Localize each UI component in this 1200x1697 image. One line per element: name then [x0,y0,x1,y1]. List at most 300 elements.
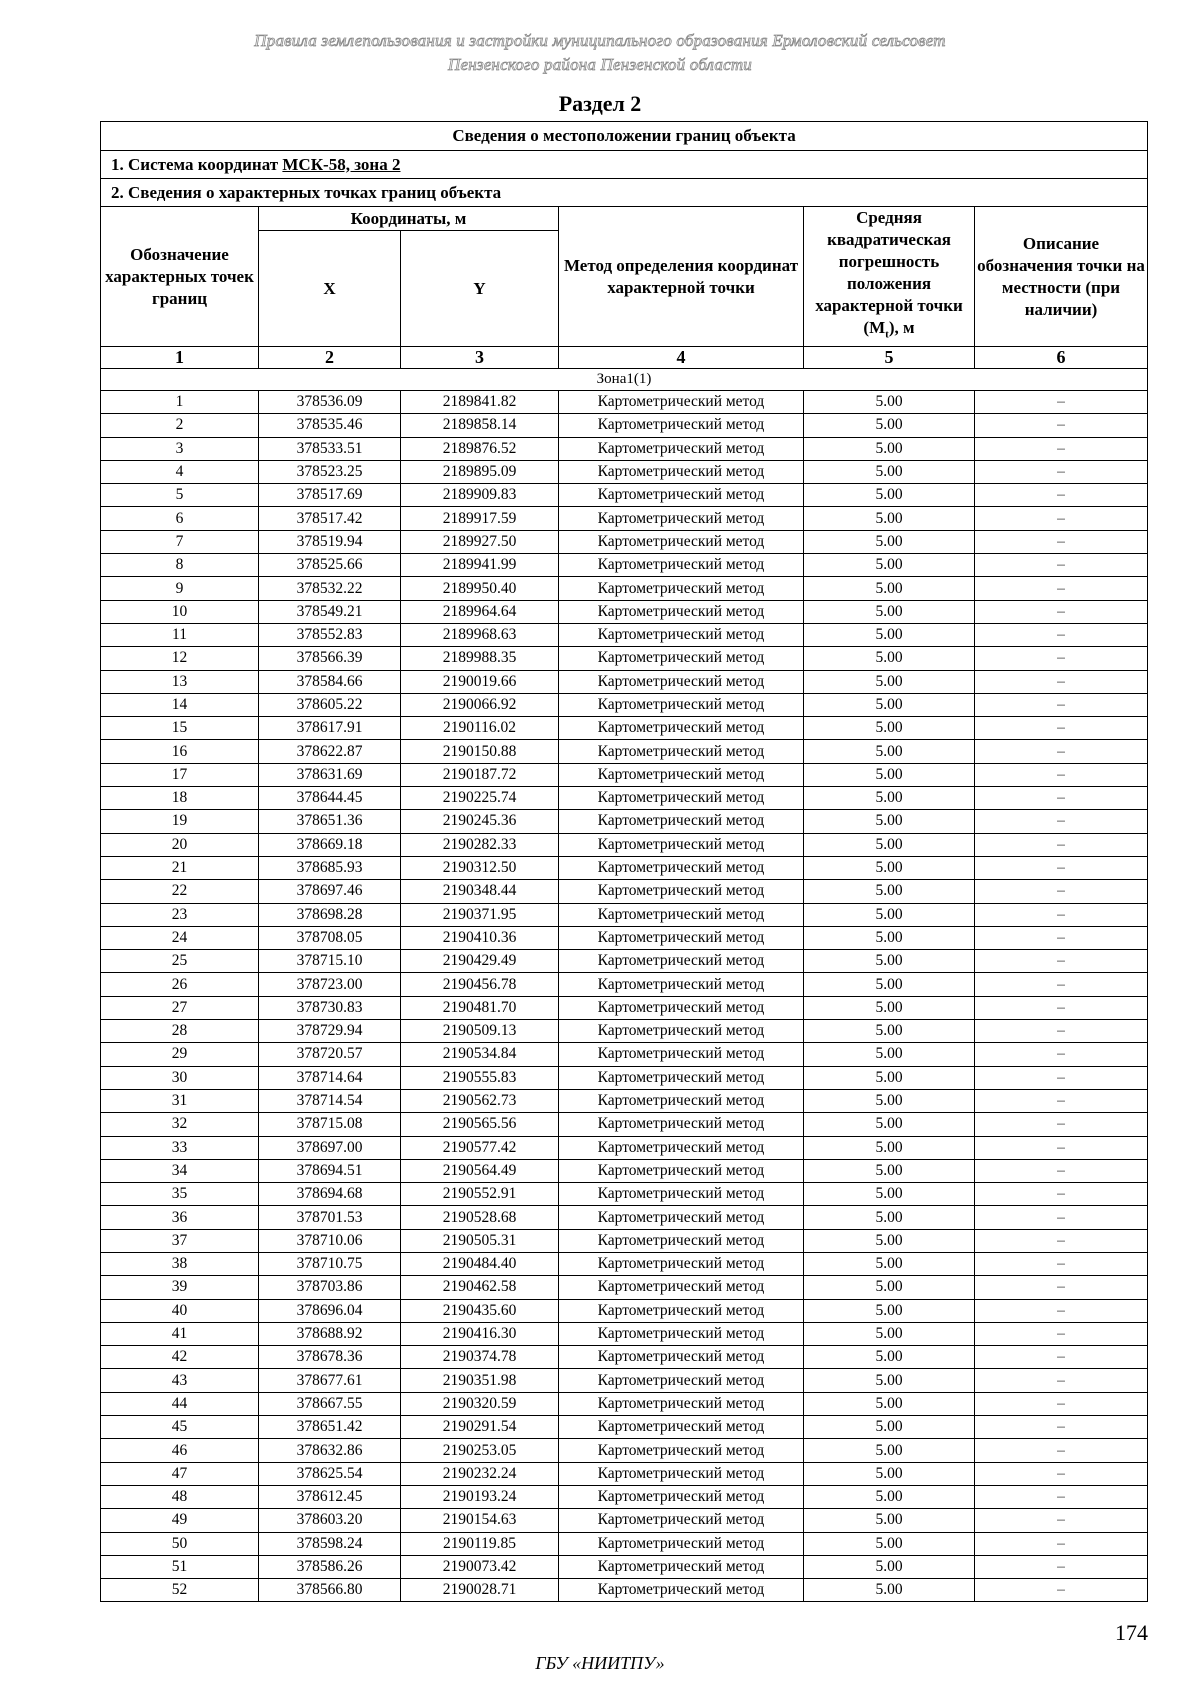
point-number-cell: 44 [101,1392,259,1415]
column-number: 6 [975,347,1148,369]
point-number-cell: 21 [101,856,259,879]
description-cell: – [975,391,1148,414]
point-number-cell: 34 [101,1159,259,1182]
error-cell: 5.00 [804,1252,975,1275]
table-row [101,1206,1148,1229]
x-coordinate-cell: 378715.08 [259,1113,401,1136]
description-cell: – [975,623,1148,646]
error-cell: 5.00 [804,1043,975,1066]
error-cell: 5.00 [804,577,975,600]
method-cell: Картометрический метод [559,1322,804,1345]
method-cell: Картометрический метод [559,880,804,903]
y-coordinate-cell: 2190253.05 [401,1439,559,1462]
y-coordinate-cell: 2190028.71 [401,1579,559,1602]
table-row [101,717,1148,740]
table-row [101,1579,1148,1602]
method-cell: Картометрический метод [559,1509,804,1532]
method-cell: Картометрический метод [559,903,804,926]
col-header-error [804,207,975,347]
error-cell: 5.00 [804,1113,975,1136]
x-coordinate-cell: 378688.92 [259,1322,401,1345]
footer-organization: ГБУ «НИИТПУ» [535,1653,665,1673]
column-number: 5 [804,347,975,369]
description-cell: – [975,600,1148,623]
error-cell: 5.00 [804,950,975,973]
table-row [101,880,1148,903]
error-cell: 5.00 [804,1532,975,1555]
table-row [101,787,1148,810]
y-coordinate-cell: 2190154.63 [401,1509,559,1532]
point-number-cell: 50 [101,1532,259,1555]
x-coordinate-cell: 378703.86 [259,1276,401,1299]
point-number-cell: 12 [101,647,259,670]
point-number-cell: 11 [101,623,259,646]
method-cell: Картометрический метод [559,507,804,530]
description-cell: – [975,1299,1148,1322]
x-coordinate-cell: 378631.69 [259,763,401,786]
x-coordinate-cell: 378625.54 [259,1462,401,1485]
error-cell: 5.00 [804,856,975,879]
table-row [101,973,1148,996]
error-cell: 5.00 [804,1136,975,1159]
error-cell: 5.00 [804,1020,975,1043]
point-number-cell: 51 [101,1555,259,1578]
description-cell: – [975,437,1148,460]
y-coordinate-cell: 2190435.60 [401,1299,559,1322]
x-coordinate-cell: 378617.91 [259,717,401,740]
table-row [101,926,1148,949]
error-cell: 5.00 [804,880,975,903]
table-row [101,1043,1148,1066]
point-number-cell: 31 [101,1089,259,1112]
description-cell: – [975,554,1148,577]
x-coordinate-cell: 378720.57 [259,1043,401,1066]
method-cell: Картометрический метод [559,670,804,693]
y-coordinate-cell: 2190484.40 [401,1252,559,1275]
document-header-line1: Правила землепользования и застройки муниципального образования Ермоловский сельсовет [254,31,946,50]
method-cell: Картометрический метод [559,414,804,437]
method-cell: Картометрический метод [559,833,804,856]
method-cell: Картометрический метод [559,1439,804,1462]
description-cell: – [975,810,1148,833]
x-coordinate-cell: 378696.04 [259,1299,401,1322]
method-cell: Картометрический метод [559,1159,804,1182]
x-coordinate-cell: 378566.80 [259,1579,401,1602]
method-cell: Картометрический метод [559,623,804,646]
description-cell: – [975,1089,1148,1112]
method-cell: Картометрический метод [559,1369,804,1392]
method-cell: Картометрический метод [559,693,804,716]
method-cell: Картометрический метод [559,763,804,786]
error-cell: 5.00 [804,484,975,507]
y-coordinate-cell: 2189858.14 [401,414,559,437]
description-cell: – [975,1276,1148,1299]
point-number-cell: 6 [101,507,259,530]
y-coordinate-cell: 2190577.42 [401,1136,559,1159]
description-cell: – [975,1509,1148,1532]
col-header-description: Описание обозначения точки на местности (при наличии) [975,207,1148,347]
x-coordinate-cell: 378701.53 [259,1206,401,1229]
description-cell: – [975,880,1148,903]
y-coordinate-cell: 2190073.42 [401,1555,559,1578]
method-cell: Картометрический метод [559,554,804,577]
table-row [101,1113,1148,1136]
boundary-points-table [100,121,1148,1602]
description-cell: – [975,1462,1148,1485]
y-coordinate-cell: 2189895.09 [401,460,559,483]
x-coordinate-cell: 378566.39 [259,647,401,670]
col-header-error-sub: t [885,328,889,341]
table-row [101,647,1148,670]
col-header-error-text: Средняя квадратическая погрешность положения характерной точки (M [815,208,963,338]
y-coordinate-cell: 2189950.40 [401,577,559,600]
col-header-point: Обозначение характерных точек границ [101,207,259,347]
x-coordinate-cell: 378523.25 [259,460,401,483]
error-cell: 5.00 [804,460,975,483]
coord-system-row [101,151,1148,179]
x-coordinate-cell: 378697.00 [259,1136,401,1159]
description-cell: – [975,1416,1148,1439]
method-cell: Картометрический метод [559,740,804,763]
method-cell: Картометрический метод [559,1346,804,1369]
point-number-cell: 9 [101,577,259,600]
y-coordinate-cell: 2190066.92 [401,693,559,716]
table-row [101,833,1148,856]
point-number-cell: 37 [101,1229,259,1252]
description-cell: – [975,1206,1148,1229]
error-cell: 5.00 [804,717,975,740]
description-cell: – [975,856,1148,879]
table-row [101,1020,1148,1043]
column-number-row [101,347,1148,369]
table-row [101,1299,1148,1322]
document-header-line2: Пензенского района Пензенской области [448,55,752,74]
y-coordinate-cell: 2190410.36 [401,926,559,949]
table-row [101,1369,1148,1392]
x-coordinate-cell: 378552.83 [259,623,401,646]
error-cell: 5.00 [804,1276,975,1299]
table-row [101,1416,1148,1439]
x-coordinate-cell: 378598.24 [259,1532,401,1555]
x-coordinate-cell: 378612.45 [259,1485,401,1508]
error-cell: 5.00 [804,414,975,437]
x-coordinate-cell: 378517.42 [259,507,401,530]
table-row [101,740,1148,763]
error-cell: 5.00 [804,740,975,763]
x-coordinate-cell: 378549.21 [259,600,401,623]
error-cell: 5.00 [804,1206,975,1229]
point-number-cell: 5 [101,484,259,507]
y-coordinate-cell: 2190462.58 [401,1276,559,1299]
method-cell: Картометрический метод [559,1229,804,1252]
x-coordinate-cell: 378535.46 [259,414,401,437]
y-coordinate-cell: 2189941.99 [401,554,559,577]
point-number-cell: 30 [101,1066,259,1089]
method-cell: Картометрический метод [559,717,804,740]
description-cell: – [975,1159,1148,1182]
table-row [101,460,1148,483]
point-number-cell: 13 [101,670,259,693]
description-cell: – [975,507,1148,530]
x-coordinate-cell: 378586.26 [259,1555,401,1578]
description-cell: – [975,530,1148,553]
y-coordinate-cell: 2190552.91 [401,1183,559,1206]
error-cell: 5.00 [804,1183,975,1206]
description-cell: – [975,950,1148,973]
description-cell: – [975,1579,1148,1602]
x-coordinate-cell: 378715.10 [259,950,401,973]
table-row [101,1066,1148,1089]
table-title: Сведения о местоположении границ объекта [101,122,1148,151]
x-coordinate-cell: 378519.94 [259,530,401,553]
y-coordinate-cell: 2190416.30 [401,1322,559,1345]
point-number-cell: 41 [101,1322,259,1345]
y-coordinate-cell: 2190116.02 [401,717,559,740]
table-row [101,1276,1148,1299]
method-cell: Картометрический метод [559,950,804,973]
error-cell: 5.00 [804,437,975,460]
table-row [101,1392,1148,1415]
method-cell: Картометрический метод [559,1183,804,1206]
column-number: 3 [401,347,559,369]
description-cell: – [975,1439,1148,1462]
error-cell: 5.00 [804,647,975,670]
error-cell: 5.00 [804,530,975,553]
description-cell: – [975,647,1148,670]
description-cell: – [975,1369,1148,1392]
column-number: 4 [559,347,804,369]
method-cell: Картометрический метод [559,1299,804,1322]
description-cell: – [975,670,1148,693]
point-number-cell: 10 [101,600,259,623]
table-row [101,693,1148,716]
method-cell: Картометрический метод [559,810,804,833]
table-row [101,484,1148,507]
method-cell: Картометрический метод [559,437,804,460]
x-coordinate-cell: 378730.83 [259,996,401,1019]
table-row [101,507,1148,530]
y-coordinate-cell: 2189841.82 [401,391,559,414]
method-cell: Картометрический метод [559,1392,804,1415]
y-coordinate-cell: 2190282.33 [401,833,559,856]
error-cell: 5.00 [804,973,975,996]
description-cell: – [975,1555,1148,1578]
method-cell: Картометрический метод [559,1206,804,1229]
point-number-cell: 33 [101,1136,259,1159]
point-number-cell: 28 [101,1020,259,1043]
x-coordinate-cell: 378667.55 [259,1392,401,1415]
method-cell: Картометрический метод [559,460,804,483]
error-cell: 5.00 [804,693,975,716]
column-number: 2 [259,347,401,369]
error-cell: 5.00 [804,507,975,530]
x-coordinate-cell: 378632.86 [259,1439,401,1462]
point-number-cell: 38 [101,1252,259,1275]
description-cell: – [975,763,1148,786]
error-cell: 5.00 [804,1509,975,1532]
y-coordinate-cell: 2190291.54 [401,1416,559,1439]
x-coordinate-cell: 378708.05 [259,926,401,949]
error-cell: 5.00 [804,1462,975,1485]
y-coordinate-cell: 2190528.68 [401,1206,559,1229]
x-coordinate-cell: 378729.94 [259,1020,401,1043]
method-cell: Картометрический метод [559,600,804,623]
y-coordinate-cell: 2190429.49 [401,950,559,973]
x-coordinate-cell: 378694.68 [259,1183,401,1206]
y-coordinate-cell: 2189988.35 [401,647,559,670]
col-header-y: Y [401,231,559,347]
description-cell: – [975,926,1148,949]
point-number-cell: 1 [101,391,259,414]
table-row [101,670,1148,693]
x-coordinate-cell: 378651.42 [259,1416,401,1439]
description-cell: – [975,1066,1148,1089]
y-coordinate-cell: 2189909.83 [401,484,559,507]
table-row [101,950,1148,973]
x-coordinate-cell: 378644.45 [259,787,401,810]
table-row [101,623,1148,646]
table-row [101,810,1148,833]
y-coordinate-cell: 2189876.52 [401,437,559,460]
col-header-error-unit: ), м [888,318,915,338]
error-cell: 5.00 [804,1579,975,1602]
x-coordinate-cell: 378584.66 [259,670,401,693]
error-cell: 5.00 [804,600,975,623]
method-cell: Картометрический метод [559,577,804,600]
error-cell: 5.00 [804,996,975,1019]
point-number-cell: 27 [101,996,259,1019]
y-coordinate-cell: 2190509.13 [401,1020,559,1043]
description-cell: – [975,903,1148,926]
point-number-cell: 32 [101,1113,259,1136]
error-cell: 5.00 [804,1159,975,1182]
point-number-cell: 2 [101,414,259,437]
y-coordinate-cell: 2190193.24 [401,1485,559,1508]
x-coordinate-cell: 378533.51 [259,437,401,460]
y-coordinate-cell: 2190150.88 [401,740,559,763]
point-number-cell: 36 [101,1206,259,1229]
description-cell: – [975,833,1148,856]
y-coordinate-cell: 2189964.64 [401,600,559,623]
point-number-cell: 48 [101,1485,259,1508]
description-cell: – [975,1346,1148,1369]
table-row [101,1183,1148,1206]
point-number-cell: 40 [101,1299,259,1322]
description-cell: – [975,693,1148,716]
table-row [101,1252,1148,1275]
description-cell: – [975,484,1148,507]
y-coordinate-cell: 2190232.24 [401,1462,559,1485]
point-number-cell: 24 [101,926,259,949]
table-row [101,1532,1148,1555]
table-row [101,414,1148,437]
point-number-cell: 23 [101,903,259,926]
table-row [101,856,1148,879]
table-row [101,1485,1148,1508]
point-number-cell: 14 [101,693,259,716]
point-number-cell: 15 [101,717,259,740]
point-number-cell: 26 [101,973,259,996]
x-coordinate-cell: 378710.75 [259,1252,401,1275]
table-row [101,1322,1148,1345]
error-cell: 5.00 [804,763,975,786]
y-coordinate-cell: 2190245.36 [401,810,559,833]
x-coordinate-cell: 378525.66 [259,554,401,577]
point-number-cell: 35 [101,1183,259,1206]
error-cell: 5.00 [804,1089,975,1112]
error-cell: 5.00 [804,1485,975,1508]
method-cell: Картометрический метод [559,996,804,1019]
y-coordinate-cell: 2190481.70 [401,996,559,1019]
x-coordinate-cell: 378669.18 [259,833,401,856]
description-cell: – [975,1485,1148,1508]
coord-system-value: МСК-58, зона 2 [282,154,401,174]
x-coordinate-cell: 378677.61 [259,1369,401,1392]
table-row [101,1229,1148,1252]
point-number-cell: 39 [101,1276,259,1299]
y-coordinate-cell: 2190371.95 [401,903,559,926]
y-coordinate-cell: 2190456.78 [401,973,559,996]
method-cell: Картометрический метод [559,1579,804,1602]
table-row [101,391,1148,414]
zone-label: Зона1(1) [101,369,1148,391]
x-coordinate-cell: 378536.09 [259,391,401,414]
point-number-cell: 43 [101,1369,259,1392]
point-number-cell: 25 [101,950,259,973]
x-coordinate-cell: 378698.28 [259,903,401,926]
x-coordinate-cell: 378622.87 [259,740,401,763]
y-coordinate-cell: 2190555.83 [401,1066,559,1089]
method-cell: Картометрический метод [559,1532,804,1555]
table-row [101,530,1148,553]
table-row [101,1159,1148,1182]
method-cell: Картометрический метод [559,1252,804,1275]
method-cell: Картометрический метод [559,1485,804,1508]
error-cell: 5.00 [804,670,975,693]
x-coordinate-cell: 378714.64 [259,1066,401,1089]
error-cell: 5.00 [804,1439,975,1462]
x-coordinate-cell: 378603.20 [259,1509,401,1532]
x-coordinate-cell: 378723.00 [259,973,401,996]
y-coordinate-cell: 2190534.84 [401,1043,559,1066]
error-cell: 5.00 [804,903,975,926]
col-header-method: Метод определения координат характерной точки [559,207,804,347]
description-cell: – [975,1043,1148,1066]
method-cell: Картометрический метод [559,1113,804,1136]
description-cell: – [975,717,1148,740]
point-number-cell: 46 [101,1439,259,1462]
y-coordinate-cell: 2190564.49 [401,1159,559,1182]
y-coordinate-cell: 2190565.56 [401,1113,559,1136]
error-cell: 5.00 [804,1416,975,1439]
x-coordinate-cell: 378532.22 [259,577,401,600]
error-cell: 5.00 [804,1322,975,1345]
y-coordinate-cell: 2189927.50 [401,530,559,553]
table-row [101,1136,1148,1159]
y-coordinate-cell: 2190019.66 [401,670,559,693]
method-cell: Картометрический метод [559,926,804,949]
point-number-cell: 45 [101,1416,259,1439]
description-cell: – [975,1322,1148,1345]
method-cell: Картометрический метод [559,530,804,553]
table-row [101,903,1148,926]
point-number-cell: 17 [101,763,259,786]
table-row [101,1439,1148,1462]
x-coordinate-cell: 378694.51 [259,1159,401,1182]
point-number-cell: 47 [101,1462,259,1485]
points-section-title: 2. Сведения о характерных точках границ объекта [101,179,1148,207]
error-cell: 5.00 [804,787,975,810]
